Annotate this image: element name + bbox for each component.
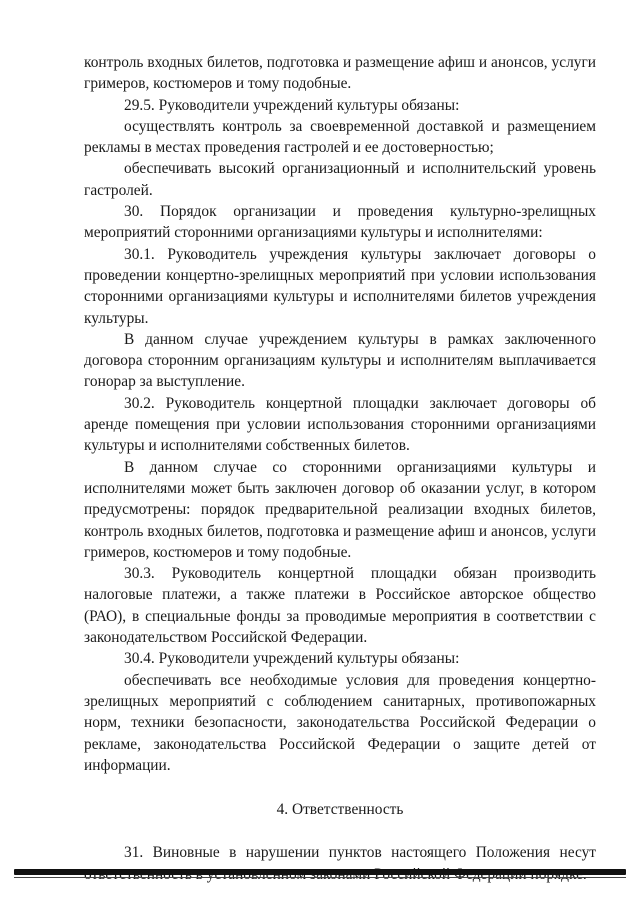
paragraph-advertising-control: осуществлять контроль за своевременной доставкой и размещением рекламы в местах проведения гастролей и ее достоверностью;: [84, 117, 596, 157]
paragraph-30-4: 30.4. Руководители учреждений культуры обязаны:: [124, 650, 460, 668]
paragraph-30-2: 30.2. Руководитель концертной площадки заключает договоры об аренде помещения при условии использования сторонними организациями культуры и исполнителями собственных билетов.: [84, 394, 596, 455]
paragraph-30: 30. Порядок организации и проведения культурно-зрелищных мероприятий сторонними организациями культуры и исполнителями:: [84, 203, 596, 242]
paragraph-continuation: контроль входных билетов, подготовка и размещение афиш и анонсов, услуги гримеров, костюмеров и тому подобные.: [84, 54, 596, 93]
paragraph-30-3: 30.3. Руководитель концертной площадки обязан производить налоговые платежи, а также платежи в Российское авторское общество (РАО), в специальные фонды за проводимые мероприятия в соответствии с законодательством Российской Федерации.: [84, 565, 596, 647]
footer-rule-thin: [14, 877, 626, 878]
footer-rule: [14, 869, 626, 875]
section-heading: 4. Ответственность: [276, 801, 404, 819]
paragraph-31: 31. Виновные в нарушении пунктов настоящего Положения несут: [124, 844, 596, 862]
paragraph-service-contract: В данном случае со сторонними организациями культуры и исполнителями может быть заключен договор об оказании услуг, в котором предусмотрены: порядок предварительной реализации входных билетов, контроль входных билетов, подготовка и размещение афиш и анонсов, услуги гримеров, костюмеров и тому подобные.: [84, 458, 596, 561]
paragraph-performance-level: обеспечивать высокий организационный и исполнительский уровень гастролей.: [84, 160, 596, 199]
paragraph-necessary-conditions: обеспечивать все необходимые условия для проведения концертно-зрелищных мероприятий с соблюдением санитарных, противопожарных норм, техники безопасности, законодательства Российской Федерации о рекламе, законодательства Российской Федерации о защите детей от информации.: [84, 671, 596, 774]
paragraph-29-5: 29.5. Руководители учреждений культуры обязаны:: [124, 96, 460, 114]
paragraph-30-1: 30.1. Руководитель учреждения культуры заключает договоры о проведении концертно-зрелищных мероприятий при условии использования сторонними организациями культуры и исполнителями билетов учреждения культуры.: [84, 245, 596, 327]
paragraph-fee: В данном случае учреждением культуры в рамках заключенного договора сторонним организациям культуры и исполнителям выплачивается гонорар за выступление.: [84, 330, 596, 391]
document-body: [84, 52, 596, 885]
